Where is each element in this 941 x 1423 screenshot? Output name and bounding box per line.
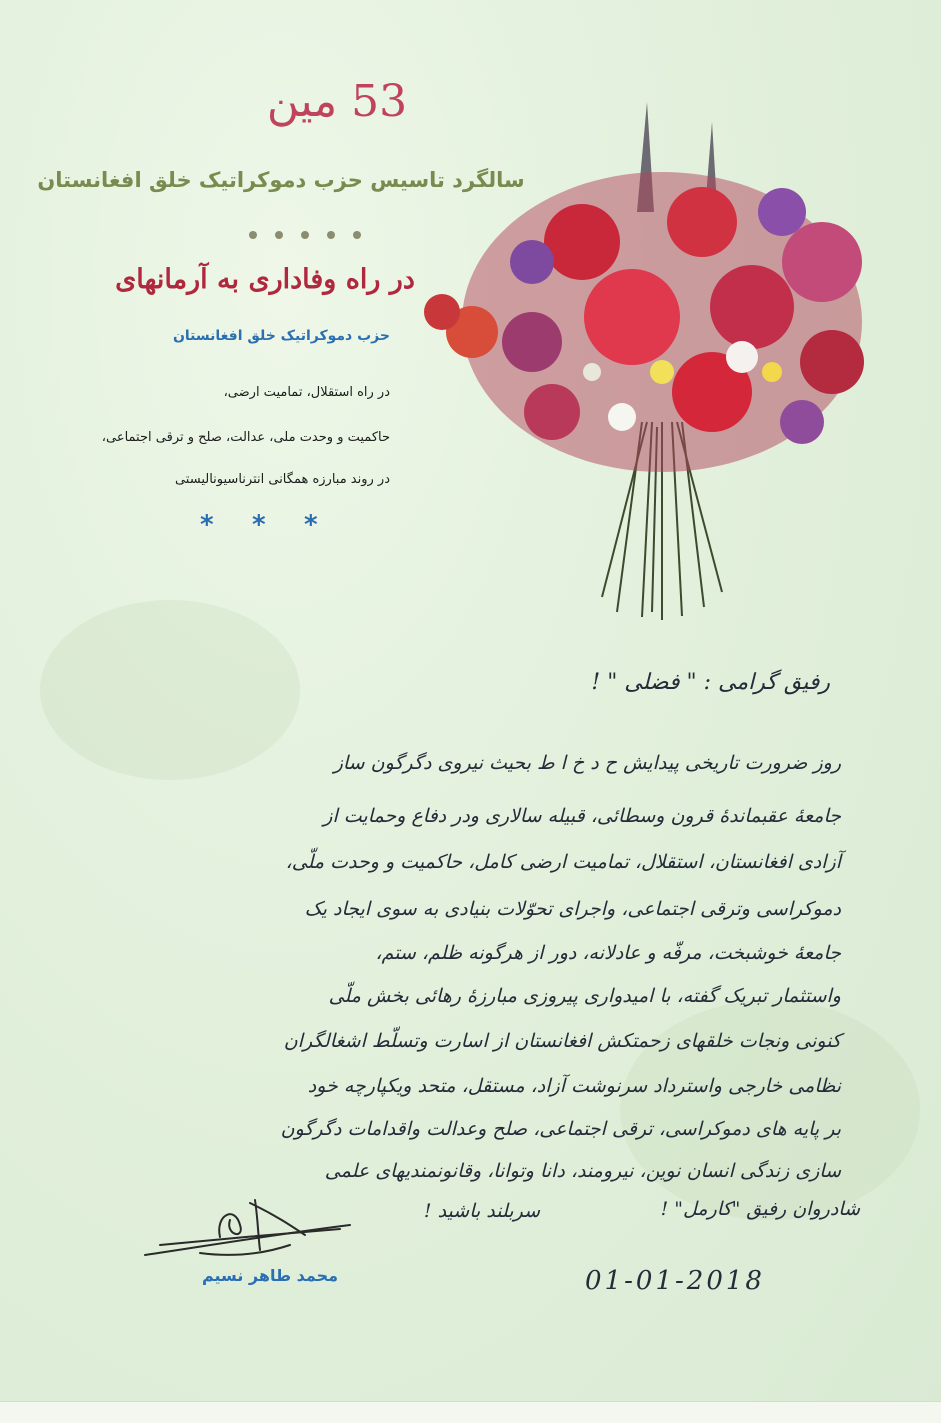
party-name: حزب دموکراتیک خلق افغانستان: [172, 328, 390, 344]
letter-line: سازی زندگی انسان نوین، نیرومند، دانا وتوانا، وقانونمندیهای علمی: [324, 1160, 841, 1182]
star: *: [304, 510, 318, 540]
headline: در راه وفاداری به آرمانهای: [115, 264, 415, 295]
letter-line: بر پایه های دموکراسی، ترقی اجتماعی، صلح وعدالت واقدامات دگرگون: [280, 1118, 841, 1140]
letter-date: 01-01-2018: [585, 1266, 765, 1296]
goal-line-2: حاکمیت و وحدت ملی، عدالت، صلح و ترقی اجتماعی،: [101, 430, 390, 445]
anniversary-line: سالگرد تاسیس حزب دموکراتیک خلق افغانستان: [37, 168, 525, 192]
flower-bouquet-image: [412, 92, 912, 624]
closing-wish: سربلند باشید !: [423, 1200, 540, 1222]
handwritten-signature: [140, 1195, 360, 1263]
letter-line: جامعهٔ عقبماندهٔ قرون وسطائی، قبیله سالاری ودر دفاع وحمایت از: [323, 805, 841, 827]
signer-name: محمد طاهر نسیم: [201, 1266, 339, 1285]
letter-line: روز ضرورت تاریخی پیدایش ح د خ ا ط بحیث نیروی دگرگون ساز: [333, 752, 841, 774]
letter-line: واستثمار تبریک گفته، با امیدواری پیروزی مبارزهٔ رهائی بخش ملّی: [328, 985, 841, 1007]
star: *: [252, 510, 266, 540]
letter-line: آزادی افغانستان، استقلال، تمامیت ارضی کامل، حاکمیت و وحدت ملّی،: [285, 851, 841, 873]
closing-line: شادروان رفیق "کارمل" !: [660, 1198, 860, 1220]
dots-divider: [230, 224, 370, 238]
letter-line: جامعهٔ خوشبخت، مرفّه و عادلانه، دور از هرگونه ظلم، ستم،: [375, 942, 841, 964]
salutation: رفیق گرامی : " فضلی " !: [591, 670, 830, 695]
goal-line-1: در راه استقلال، تمامیت ارضی،: [223, 385, 390, 400]
letter-line: کنونی ونجات خلقهای زحمتکش افغانستان از اسارت وتسلّط اشغالگران: [283, 1030, 841, 1052]
goal-line-3: در روند مبارزه همگانی انترناسیونالیستی: [174, 472, 390, 487]
stars-divider: [180, 510, 350, 540]
star: *: [200, 510, 214, 540]
anniversary-number: 53 مین: [266, 76, 408, 127]
bottom-scan-edge: [0, 1401, 941, 1423]
letter-line: دموکراسی وترقی اجتماعی، واجرای تحوّلات بنیادی به سوی ایجاد یک: [304, 898, 841, 920]
letter-line: نظامی خارجی واسترداد سرنوشت آزاد، مستقل، متحد ویکپارچه خود: [307, 1075, 841, 1097]
